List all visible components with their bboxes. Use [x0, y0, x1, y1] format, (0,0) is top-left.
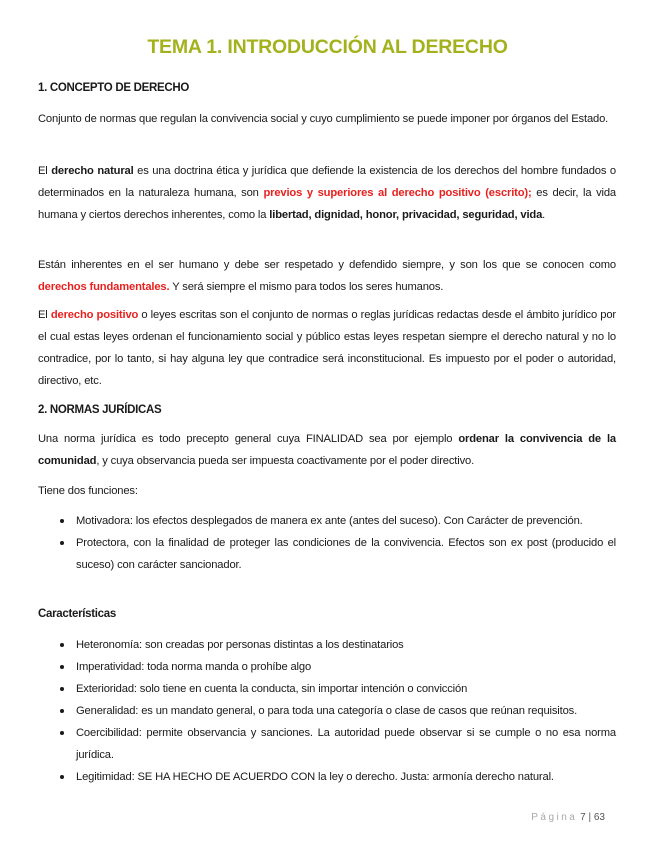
footer-label: Página [531, 812, 578, 823]
list-item: Heteronomía: son creadas por personas distintas a los destinatarios [38, 634, 616, 656]
characteristics-heading: Características [38, 608, 116, 620]
bullet-icon [60, 775, 64, 779]
bullet-icon [60, 687, 64, 691]
list-item: Protectora, con la finalidad de proteger las condiciones de la convivencia. Efectos son ex post (producido el suceso) con carácter sancionador. [38, 532, 616, 576]
characteristics-list [38, 634, 616, 788]
page-title: TEMA 1. INTRODUCCIÓN AL DERECHO [147, 36, 508, 58]
bullet-icon [60, 643, 64, 647]
section-heading-concepto: 1. CONCEPTO DE DERECHO [38, 82, 190, 94]
paragraph-norma-juridica: Una norma jurídica es todo precepto general cuya FINALIDAD sea por ejemplo ordenar la convivencia de la comunidad, y cuya observancia pueda ser impuesta coactivamente por el poder directivo. [38, 433, 617, 467]
footer-page-number: 7 [580, 812, 586, 823]
bullet-icon [60, 709, 64, 713]
list-item: Coercibilidad: permite observancia y sanciones. La autoridad puede observar si se cumple o no esa norma jurídica. [38, 722, 616, 766]
list-item: Generalidad: es un mandato general, o para toda una categoría o clase de casos que reúnan requisitos. [38, 700, 616, 722]
paragraph-derechos-fundamentales: Están inherentes en el ser humano y debe ser respetado y defendido siempre, y son los que se conocen como derechos fundamentales. Y será siempre el mismo para todos los seres humanos. [38, 259, 616, 293]
bullet-icon [60, 519, 64, 523]
bullet-icon [60, 541, 64, 545]
list-item: Exterioridad: solo tiene en cuenta la conducta, sin importar intención o convicción [38, 678, 616, 700]
paragraph-derecho-natural: El derecho natural es una doctrina ética y jurídica que defiende la existencia de los derechos del hombre fundados o determinados en la naturaleza humana, son previos y superiores al derecho positivo (escrito); es decir, la vida humana y ciertos derechos inherentes, como la libertad, dignidad, honor, privacidad, seguridad, vida. [38, 165, 616, 221]
paragraph-derecho-positivo: El derecho positivo o leyes escritas son el conjunto de normas o reglas jurídicas redactas desde el ámbito jurídico por el cual estas leyes ordenan el funcionamiento social y público estas leyes respetan siempre el derecho natural y no lo contradice, por lo tanto, si hay alguna ley que contradice será inconstitucional. Es impuesto por el poder o autoridad, directivo, etc. [38, 309, 616, 387]
paragraph-concepto: Conjunto de normas que regulan la convivencia social y cuyo cumplimiento se puede imponer por órganos del Estado. [38, 113, 609, 125]
footer-separator: | [585, 812, 594, 823]
bullet-icon [60, 665, 64, 669]
list-item: Motivadora: los efectos desplegados de manera ex ante (antes del suceso). Con Carácter de prevención. [38, 510, 616, 532]
bullet-icon [60, 731, 64, 735]
paragraph-funciones-intro: Tiene dos funciones: [38, 485, 138, 497]
footer-total-pages: 63 [593, 812, 605, 823]
list-item: Legitimidad: SE HA HECHO DE ACUERDO CON la ley o derecho. Justa: armonía derecho natural. [38, 766, 616, 788]
section-heading-normas: 2. NORMAS JURÍDICAS [38, 404, 162, 416]
page-footer [531, 812, 605, 823]
list-item: Imperatividad: toda norma manda o prohíbe algo [38, 656, 616, 678]
functions-list [38, 510, 616, 576]
